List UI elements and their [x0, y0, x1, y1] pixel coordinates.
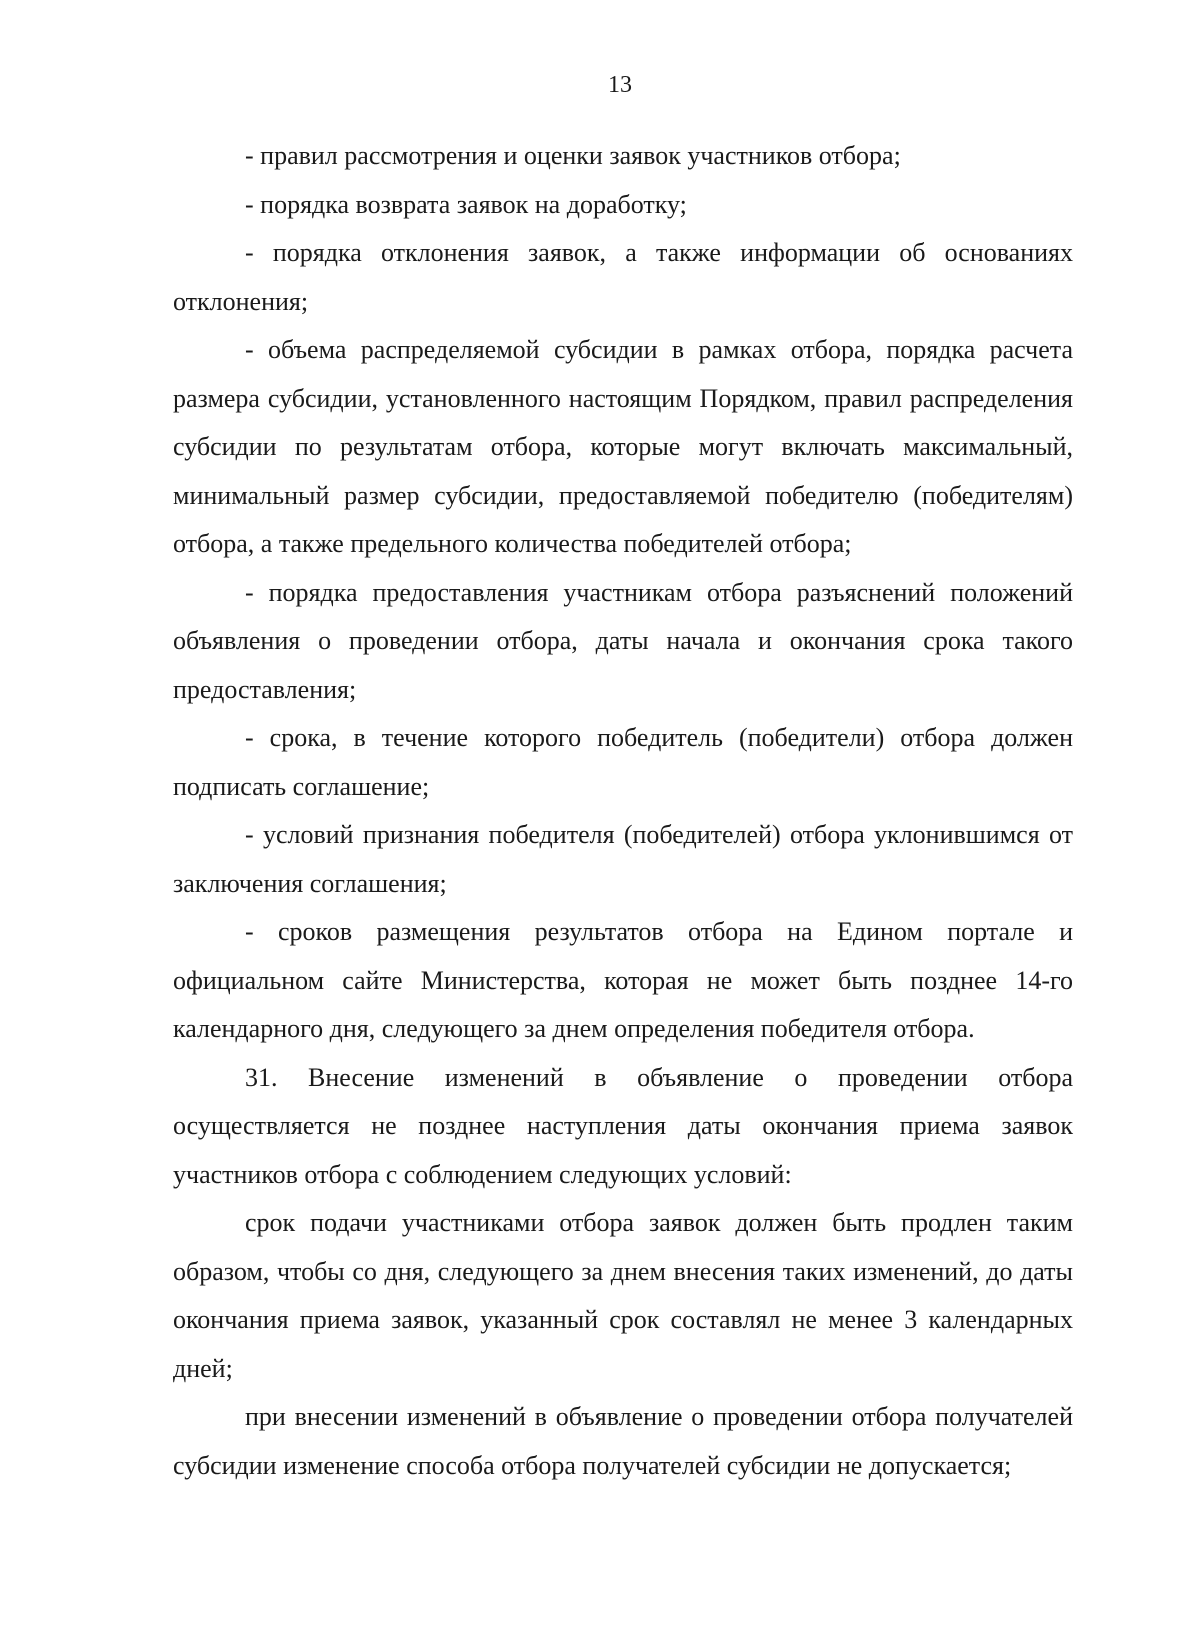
paragraph: - порядка отклонения заявок, а также информации об основаниях отклонения; — [173, 238, 1073, 316]
paragraph: - условий признания победителя (победителей) отбора уклонившимся от заключения соглашения; — [173, 820, 1073, 898]
paragraph: - правил рассмотрения и оценки заявок участников отбора; — [245, 141, 901, 170]
paragraph: - порядка возврата заявок на доработку; — [245, 189, 687, 219]
paragraph: 31. Внесение изменений в объявление о проведении отбора осуществляется не позднее наступления даты окончания приема заявок участников отбора с соблюдением следующих условий: — [173, 1062, 1073, 1189]
paragraph: - сроков размещения результатов отбора на Едином портале и официальном сайте Министерства, которая не может быть позднее 14-го календарного дня, следующего за днем определения победителя отбора. — [173, 917, 1073, 1043]
paragraph: - порядка предоставления участникам отбора разъяснений положений объявления о проведении отбора, даты начала и окончания срока такого предоставления; — [173, 577, 1073, 704]
paragraph: - срока, в течение которого победитель (победители) отбора должен подписать соглашение; — [173, 723, 1073, 801]
paragraph: срок подачи участниками отбора заявок должен быть продлен таким образом, чтобы со дня, следующего за днем внесения таких изменений, до даты окончания приема заявок, указанный срок составлял не менее 3 календарных дней; — [173, 1208, 1073, 1383]
document-body — [173, 132, 1073, 1490]
page-number: 13 — [608, 72, 632, 98]
paragraph: при внесении изменений в объявление о проведении отбора получателей субсидии изменение способа отбора получателей субсидии не допускается; — [173, 1402, 1073, 1480]
paragraph: - объема распределяемой субсидии в рамках отбора, порядка расчета размера субсидии, установленного настоящим Порядком, правил распределения субсидии по результатам отбора, которые могут включать максимальный, минимальный размер субсидии, предоставляемой победителю (победителям) отбора, а также предельного количества победителей отбора; — [173, 335, 1073, 558]
